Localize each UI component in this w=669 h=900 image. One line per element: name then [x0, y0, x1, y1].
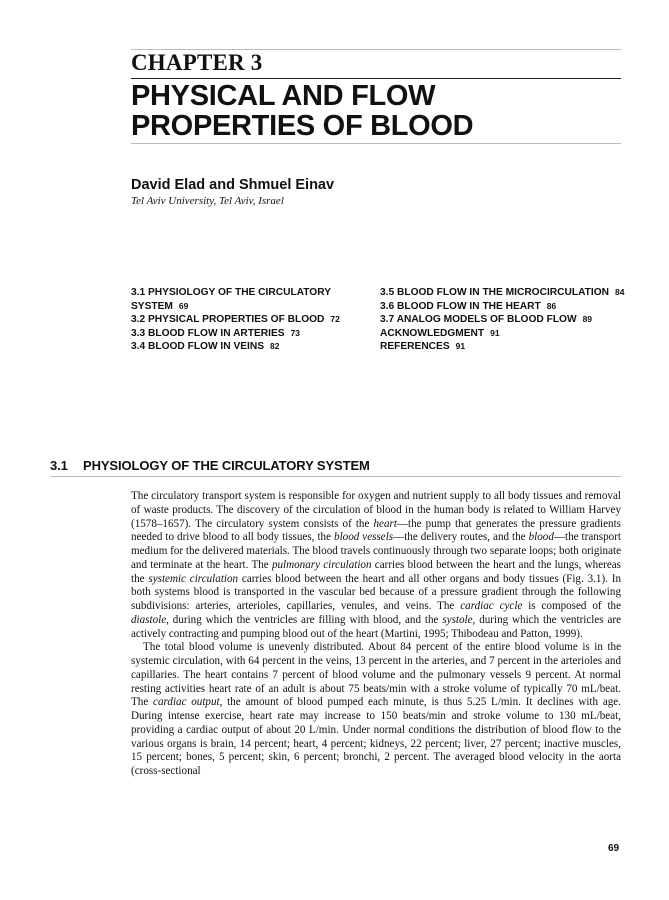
authors: David Elad and Shmuel Einav: [131, 177, 335, 193]
toc-entry[interactable]: [131, 313, 371, 327]
toc-entry-title: 3.7 ANALOG MODELS OF BLOOD FLOW: [380, 314, 577, 326]
toc-entry-title: 3.1 PHYSIOLOGY OF THE CIRCULATORY SYSTEM: [131, 287, 331, 312]
page-number: 69: [608, 843, 620, 854]
toc-entry[interactable]: [131, 286, 371, 313]
toc-left-column: [131, 286, 371, 354]
toc-entry-page: 91: [455, 341, 466, 352]
toc-entry-title: 3.2 PHYSICAL PROPERTIES OF BLOOD: [131, 314, 325, 326]
section-title: PHYSIOLOGY OF THE CIRCULATORY SYSTEM: [83, 458, 370, 473]
toc-entry[interactable]: [131, 340, 371, 354]
toc-entry-page: 84: [615, 287, 625, 297]
toc-entry-title: 3.5 BLOOD FLOW IN THE MICROCIRCULATION: [380, 287, 610, 298]
section-number: 3.1: [50, 458, 68, 473]
toc-entry-title: 3.4 BLOOD FLOW IN VEINS: [131, 341, 265, 353]
toc-entry[interactable]: [380, 286, 630, 300]
toc-entry-page: 89: [582, 314, 593, 325]
toc-right-column: [380, 286, 630, 354]
chapter-rule: [131, 78, 621, 79]
toc-entry-page: 91: [490, 327, 500, 338]
toc-entry-title: REFERENCES: [380, 341, 450, 353]
toc-entry-page: 86: [546, 300, 557, 311]
toc-entry[interactable]: [380, 313, 630, 327]
toc-entry-page: 82: [270, 341, 280, 352]
toc-entry[interactable]: [380, 340, 630, 354]
toc-entry-page: 72: [330, 314, 340, 325]
toc-entry[interactable]: [131, 327, 371, 341]
toc-entry-title: 3.3 BLOOD FLOW IN ARTERIES: [131, 327, 285, 339]
body-text: [131, 490, 621, 779]
toc-entry[interactable]: [380, 300, 630, 314]
paragraph: The total blood volume is unevenly distributed. About 84 percent of the entire blood volume is in the systemic circulation, with 64 percent in the veins, 13 percent in the arteries, and 7 percent in the arterioles and capillaries. The heart contains 7 percent of blood volume and the pulmonary vessels 9 percent. At normal resting activities heart rate of an adult is about 75 beats/min with a stroke volume of typically 70 mL/beat. The cardiac output, the amount of blood pumped each minute, is thus 5.25 L/min. It declines with age. During intense exercise, heart rate may increase to 150 beats/min and stroke volume to 130 mL/beat, providing a cardiac output of about 20 L/min. Under normal conditions the distribution of blood flow to the various organs is brain, 14 percent; heart, 4 percent; kidneys, 22 percent; liver, 27 percent; inactive muscles, 15 percent; bones, 5 percent; skin, 6 percent; bronchi, 2 percent. The averaged blood velocity in the aorta (cross-sectional: [131, 641, 621, 777]
toc-entry-page: 73: [290, 327, 301, 338]
section-heading: [50, 458, 370, 473]
title-rule: [131, 143, 621, 144]
affiliation: Tel Aviv University, Tel Aviv, Israel: [131, 195, 284, 207]
section-rule: [50, 476, 621, 477]
toc-entry-title: ACKNOWLEDGMENT: [380, 327, 485, 339]
toc-entry-title: 3.6 BLOOD FLOW IN THE HEART: [380, 300, 541, 312]
chapter-label: CHAPTER 3: [131, 50, 263, 75]
paragraph: The circulatory transport system is responsible for oxygen and nutrient supply to all body tissues and removal of waste products. The discovery of the circulation of blood in the human body is related to William Harvey (1578–1657). The circulatory system consists of the heart—the pump that generates the pressure gradients needed to drive blood to all body tissues, the blood vessels—the delivery routes, and the blood—the transport medium for the delivered materials. The blood travels continuously through two separate loops; both originate and terminate at the heart. The pulmonary circulation carries blood between the heart and the lungs, whereas the systemic circulation carries blood between the heart and all other organs and body tissues (Fig. 3.1). In both systems blood is transported in the vascular bed because of a pressure gradient through the following subdivisions: arteries, arterioles, capillaries, venules, and veins. The cardiac cycle is composed of the diastole, during which the ventricles are filling with blood, and the systole, during which the ventricles are actively contracting and pumping blood out of the heart (Martini, 1995; Thibodeau and Patton, 1999).: [131, 490, 622, 640]
toc-entry-page: 69: [178, 300, 189, 311]
chapter-title: PHYSICAL AND FLOW PROPERTIES OF BLOOD: [131, 80, 474, 142]
toc-entry[interactable]: [380, 327, 630, 341]
